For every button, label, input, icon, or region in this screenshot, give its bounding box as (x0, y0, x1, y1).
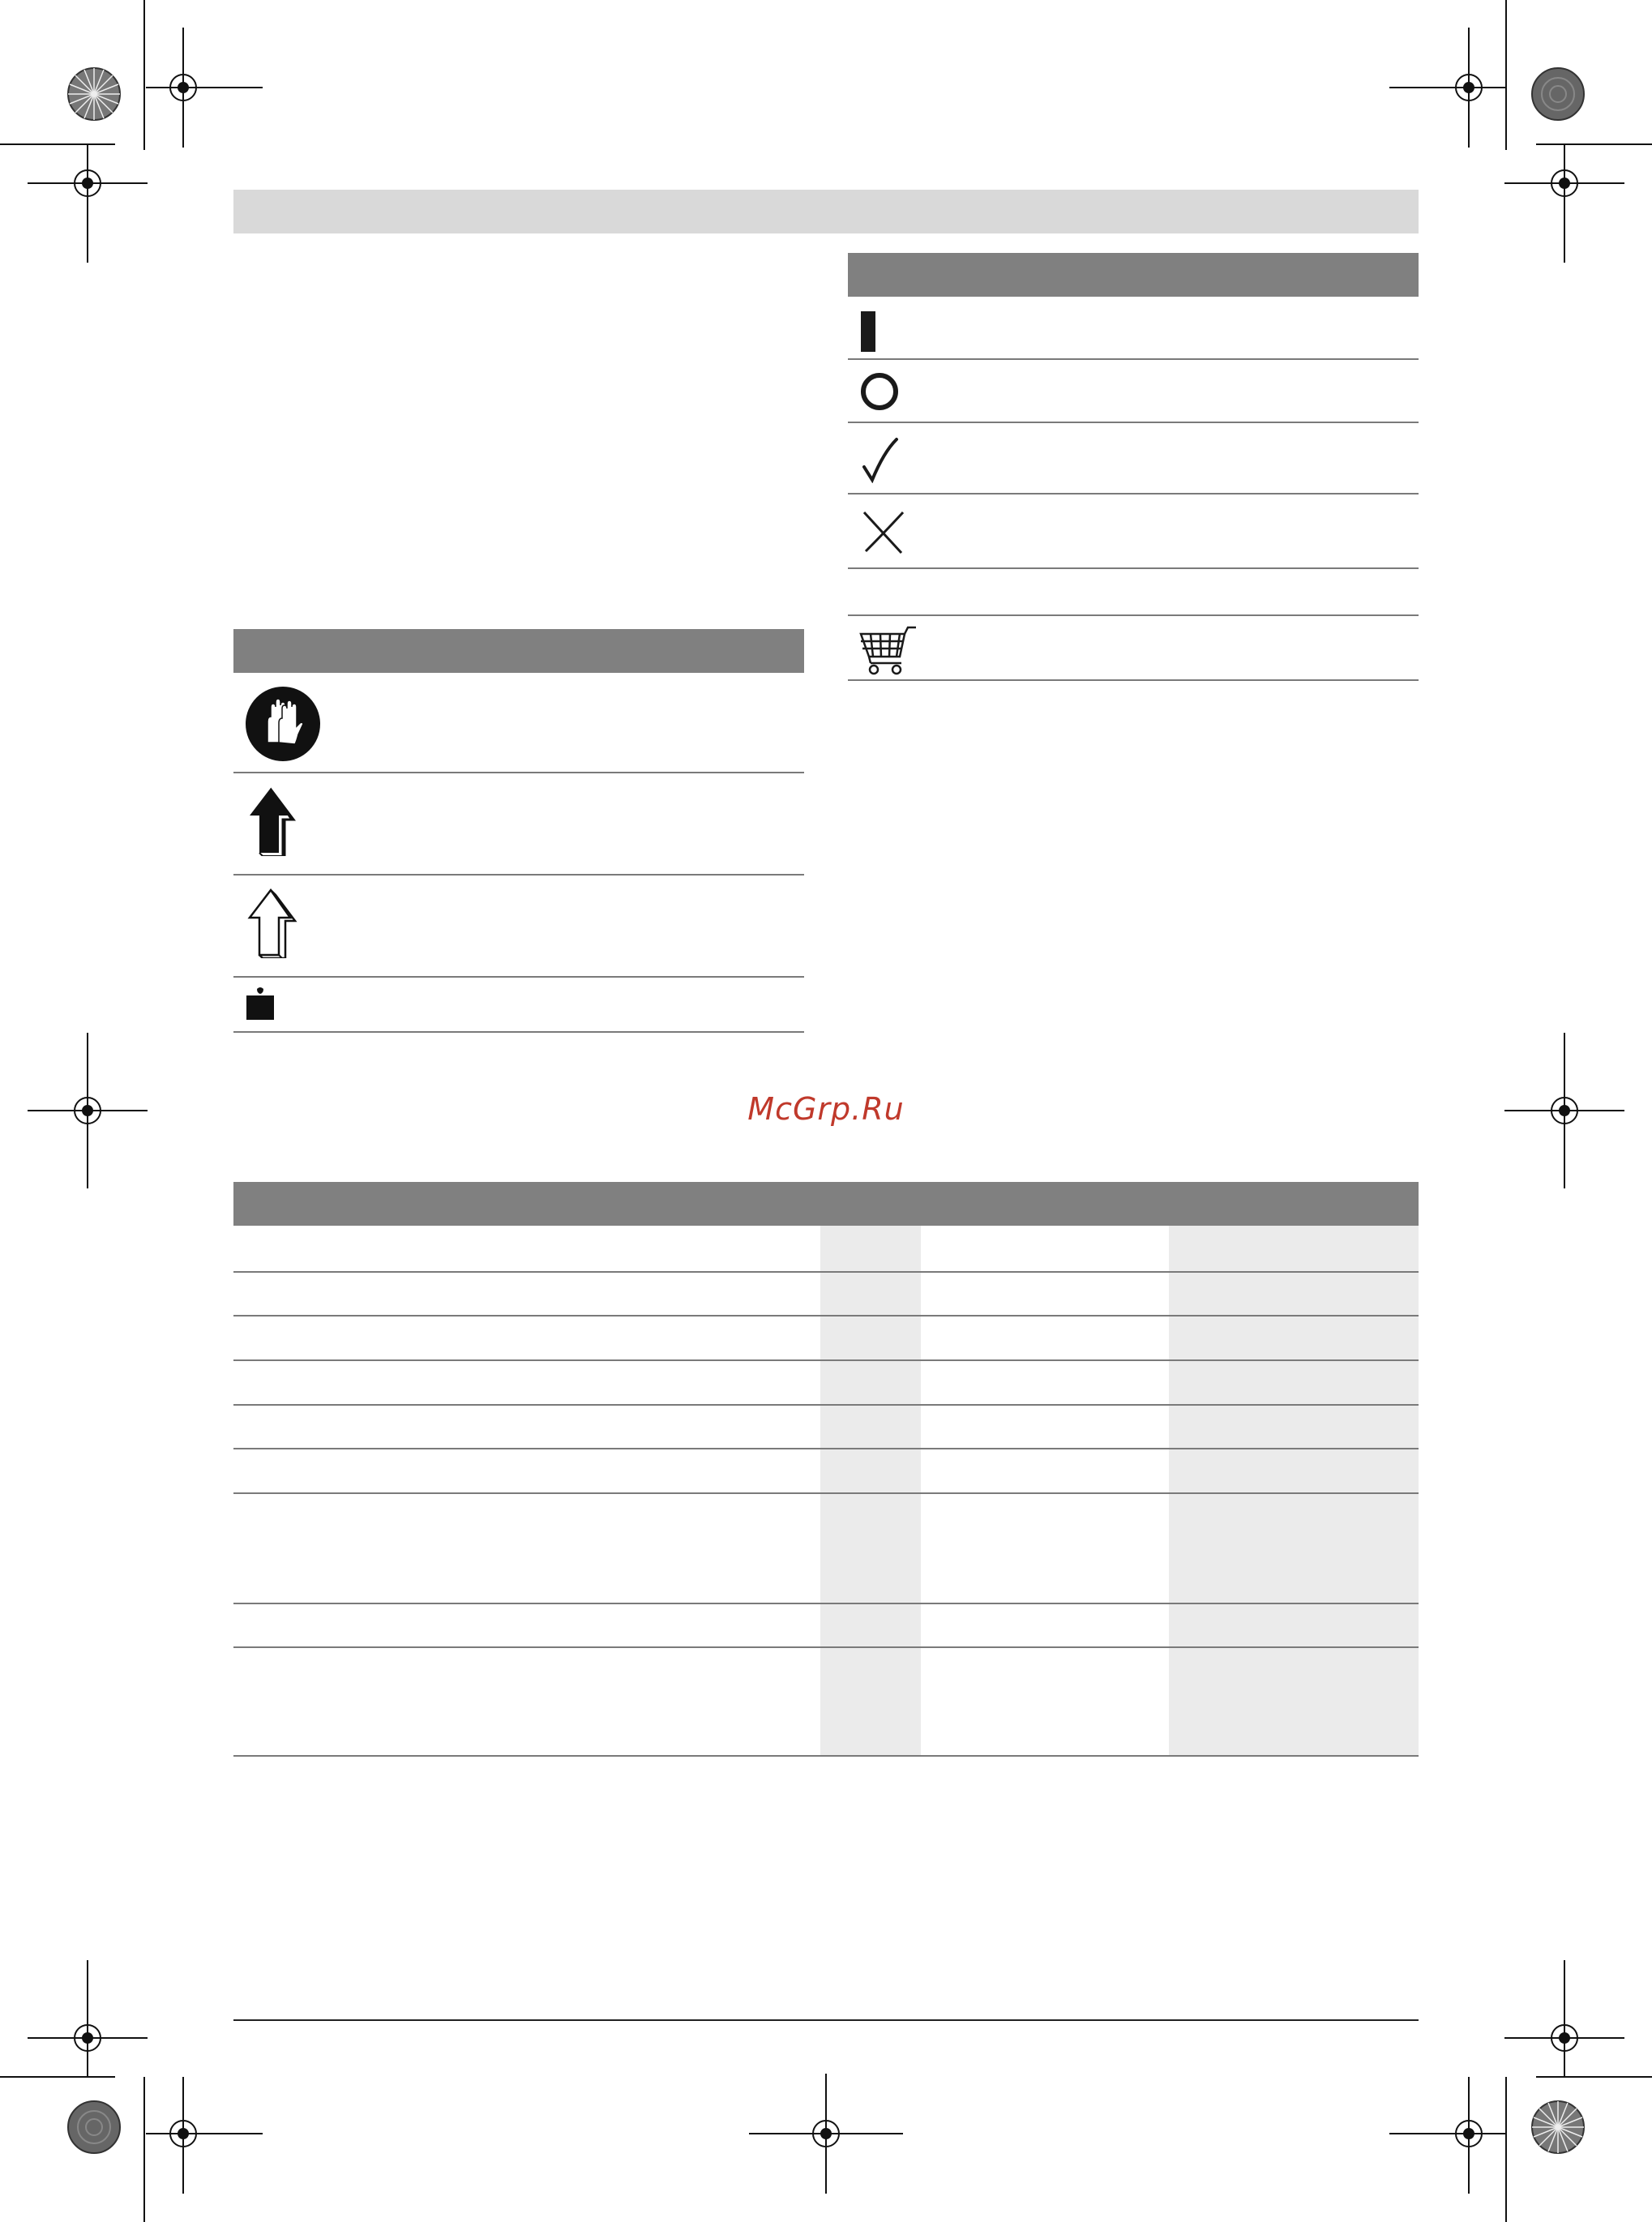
table-row-divider (848, 422, 1419, 423)
table-row-divider (233, 1031, 804, 1033)
crosshair-bottom-left-2 (146, 2077, 263, 2194)
table-row-divider (233, 1646, 1419, 1648)
weight-icon (245, 986, 276, 1021)
gray-disc-target-bottom-left (68, 2101, 120, 2153)
page-footer-rule (233, 2019, 1419, 2021)
gray-disc-target-top-right (1532, 68, 1584, 120)
table-bottom-rule (233, 1755, 1419, 1757)
table-row-divider (848, 567, 1419, 569)
crosshair-bottom-left-1 (28, 1960, 148, 2077)
protective-gloves-icon (245, 686, 321, 762)
crosshair-top-left-2 (28, 144, 148, 263)
table-row-divider (233, 976, 804, 978)
technical-data-table-header (233, 1182, 1419, 1226)
shopping-cart-icon (859, 626, 918, 676)
crosshair-bottom-right-1 (1389, 2077, 1506, 2194)
cross-mark-icon (861, 507, 906, 556)
table-row-divider (848, 358, 1419, 360)
symbols-table-right-header (848, 253, 1419, 297)
crosshair-bottom-right-2 (1504, 1960, 1624, 2077)
table-row-divider (848, 493, 1419, 494)
table-row-divider (848, 679, 1419, 681)
shaded-column-2 (1169, 1226, 1419, 1756)
table-row-divider (233, 772, 804, 773)
check-mark-icon (861, 436, 901, 483)
crosshair-top-left-1 (146, 28, 263, 148)
table-row-divider (233, 1448, 1419, 1449)
crosshair-top-right-1 (1389, 28, 1506, 148)
watermark: McGrp.Ru (747, 1091, 905, 1127)
table-row-divider (233, 1404, 1419, 1406)
starburst-target-top-left (68, 68, 120, 120)
table-row-divider (233, 1315, 1419, 1317)
table-row-divider (233, 1359, 1419, 1361)
symbols-table-left-header (233, 629, 804, 673)
table-row-divider (848, 614, 1419, 616)
crosshair-top-right-2 (1504, 144, 1624, 263)
shaded-column-1 (820, 1226, 921, 1756)
power-on-bar-icon (861, 311, 875, 352)
starburst-target-bottom-right (1532, 2101, 1584, 2153)
table-row-divider (233, 1603, 1419, 1604)
outline-arrow-up-icon (246, 888, 298, 958)
table-row-divider (233, 874, 804, 876)
solid-arrow-up-icon (246, 786, 298, 856)
table-row-divider (233, 1492, 1419, 1494)
power-off-circle-icon (859, 371, 900, 412)
table-row-divider (233, 1271, 1419, 1273)
page-header-bar (233, 190, 1419, 233)
